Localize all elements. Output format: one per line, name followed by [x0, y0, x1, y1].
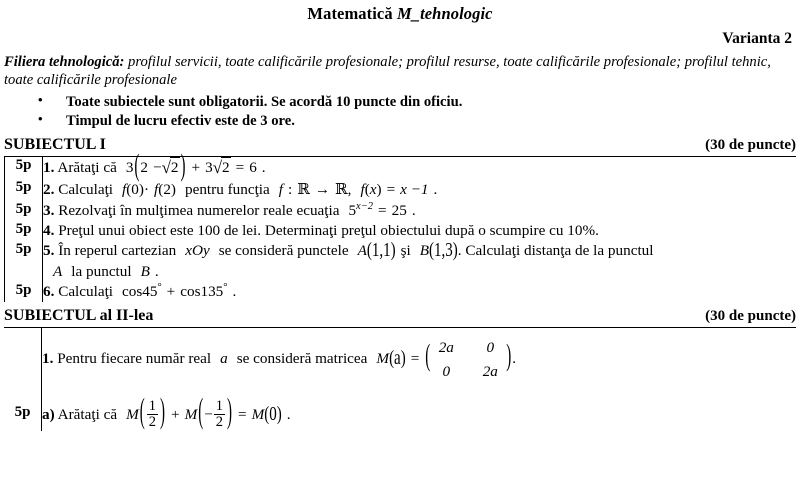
plus-sign: +	[191, 159, 201, 177]
problem-text: pentru funcţia	[184, 181, 270, 199]
table-row	[5, 179, 797, 200]
points-cell	[4, 328, 42, 390]
matrix-row	[431, 360, 505, 384]
point-label: B	[419, 242, 430, 259]
problem-number: 1.	[43, 159, 55, 177]
fraction	[214, 399, 225, 430]
problem-number: 4.	[43, 221, 55, 239]
equals-sign: =	[235, 159, 245, 177]
sqrt-icon: √2	[212, 158, 230, 178]
list-item: • Timpul de lucru efectiv este de 3 ore.	[0, 112, 800, 131]
problem-text: se consideră punctele	[218, 242, 349, 259]
result: 6	[249, 159, 257, 177]
variable: a	[220, 350, 228, 368]
radicand: 2	[221, 157, 231, 178]
section-1-points: (30 de puncte)	[705, 137, 796, 154]
table-row	[5, 157, 797, 179]
problem-text: se consideră matricea	[236, 350, 368, 368]
base: 5	[348, 201, 357, 219]
section-2-header	[4, 307, 796, 325]
problem-text: la punctul	[71, 262, 132, 280]
problem-number: 5.	[43, 242, 55, 259]
section-2-table	[4, 327, 796, 431]
problem-text: În reperul cartezian	[58, 242, 177, 259]
plus-sign: +	[170, 405, 180, 423]
points-cell: 5p	[5, 201, 43, 221]
problem-2: 2. Calculaţi f(0)· f(2) pentru funcţia f : ℝ → ℝ, f(x) = x −1 .	[43, 180, 438, 199]
equals-sign: =	[378, 201, 387, 219]
numerator: 1	[148, 397, 156, 414]
cosine-term: cos45	[122, 283, 158, 301]
table-row	[4, 390, 796, 431]
degree-symbol: °	[223, 282, 228, 294]
sqrt-icon: √2	[161, 158, 179, 178]
period: .	[232, 283, 237, 301]
section-2-points: (30 de puncte)	[705, 308, 796, 325]
matrix-argument: (a)	[389, 348, 406, 370]
coef: 3	[205, 159, 213, 177]
instructions-list	[0, 93, 800, 131]
result: 25	[391, 201, 407, 219]
function-symbol: f	[360, 181, 365, 199]
points-cell: 5p	[5, 282, 43, 302]
matrix-symbol: M	[184, 405, 198, 423]
list-item: • Toate subiectele sunt obligatorii. Se acordă 10 puncte din oficiu.	[0, 93, 800, 112]
denominator: 2	[215, 413, 224, 430]
multiply-dot: ·	[143, 181, 150, 199]
problem-text: Calculaţi	[58, 283, 114, 301]
problem-5	[43, 241, 797, 282]
arrow-icon: →	[314, 181, 331, 199]
problem-5-line2	[43, 262, 796, 282]
function-symbol: f	[278, 181, 283, 199]
section-1-title: SUBIECTUL I	[4, 136, 106, 154]
exam-page	[0, 4, 800, 498]
matrix-cell: 0	[486, 339, 495, 357]
points-cell: 5p	[5, 221, 43, 241]
fraction	[147, 399, 158, 430]
title-subject: Matematică	[307, 4, 393, 23]
period: .	[286, 405, 291, 423]
table-row	[5, 282, 797, 302]
period: .	[433, 181, 438, 199]
plus-sign: +	[166, 283, 176, 301]
table-row	[5, 221, 797, 241]
matrix: ( 2a 0 0 2a )	[424, 336, 512, 383]
period: .	[261, 159, 266, 177]
period: .	[154, 262, 159, 280]
function-symbol: f	[122, 181, 127, 199]
table-row	[4, 328, 796, 390]
minus-sign: −	[153, 159, 162, 177]
variant-label: Varianta 2	[722, 30, 792, 47]
period: .	[411, 201, 416, 219]
points-cell: 5p	[4, 390, 42, 431]
coordinates: (1,1)	[366, 239, 396, 262]
argument: (0)	[126, 181, 144, 199]
coef: 3	[125, 159, 134, 177]
section-2-title: SUBIECTUL al II-lea	[4, 307, 154, 325]
expression: x −1	[400, 181, 429, 199]
matrix-cell: 2a	[482, 362, 498, 380]
table-row	[5, 241, 797, 282]
real-set-symbol: ℝ	[297, 180, 310, 199]
problem-number: 3.	[43, 201, 55, 219]
problem-number: 2.	[43, 181, 55, 199]
argument: (2)	[158, 181, 176, 199]
filiera-text: profilul servicii, toate calificările profesionale; profilul resurse, toate calificările profesionale; profilul tehnic, toate calificările profesionale	[4, 54, 771, 89]
point-label: B	[140, 262, 150, 280]
equals-sign: =	[238, 405, 247, 423]
axes-symbol: xOy	[185, 242, 210, 259]
matrix-argument: (0)	[264, 403, 282, 426]
problem-text: . Calculaţi distanţa de la punctul	[457, 242, 654, 259]
equals-sign: =	[386, 181, 396, 199]
page-title	[0, 4, 800, 24]
problem-number: 6.	[43, 283, 55, 301]
function-symbol: f	[154, 181, 159, 199]
problem-6	[43, 282, 797, 302]
degree-symbol: °	[157, 282, 162, 294]
table-row	[5, 201, 797, 221]
numerator: 1	[215, 397, 224, 414]
variable: x	[369, 181, 377, 199]
problem-text: Rezolvaţi în mulţimea numerelor reale ecuaţia	[58, 201, 340, 219]
cosine-term: cos135	[180, 283, 224, 301]
point-label: A	[53, 262, 63, 280]
problem-3	[43, 201, 797, 221]
points-cell: 5p	[5, 157, 43, 179]
comma: ,	[347, 181, 352, 199]
points-cell: 5p	[5, 179, 43, 200]
minus-sign: −	[204, 405, 213, 423]
colon: :	[287, 181, 293, 199]
problem-text: Preţul unui obiect este 100 de lei. Determinaţi preţul obiectului după o scumpire cu 10%.	[58, 221, 599, 239]
title-code: M_tehnologic	[396, 4, 493, 23]
points-cell: 5p	[5, 241, 43, 282]
filiera-line	[4, 53, 794, 89]
problem-text: Arătaţi că	[57, 159, 117, 177]
section-1-table	[4, 150, 796, 302]
point-label: A	[357, 242, 367, 259]
problem-ii-1a: a) Arătaţi că M( $\frac{1}{2}$ ) + M(− $\frac{1}{2}$ ) = M(0) .	[42, 394, 291, 431]
matrix-symbol: M	[376, 350, 390, 368]
denominator: 2	[148, 413, 156, 430]
matrix-cell: 2a	[438, 339, 454, 357]
radicand: 2	[170, 157, 180, 178]
period: .	[512, 350, 517, 368]
problem-text: Calculaţi	[58, 181, 114, 199]
problem-number: 1.	[42, 350, 54, 368]
operand: 2	[140, 159, 148, 177]
matrix-row	[431, 336, 505, 360]
conjunction: şi	[400, 242, 411, 259]
problem-1: 1. Arătaţi că 3(2 −√2 ) + 3√2 = 6 .	[43, 150, 266, 184]
problem-ii-1	[42, 328, 797, 390]
filiera-prefix: Filiera tehnologică:	[4, 54, 125, 70]
section-1-header	[4, 136, 796, 154]
problem-number: a)	[42, 405, 55, 423]
matrix-cell: 0	[442, 362, 451, 380]
real-set-symbol: ℝ	[335, 180, 348, 199]
matrix-symbol: M	[251, 405, 265, 423]
problem-text: Arătaţi că	[57, 405, 118, 423]
exponent: x−2	[356, 200, 374, 212]
matrix-symbol: M	[126, 405, 139, 423]
coordinates: (1,3)	[429, 239, 458, 262]
equals-sign: =	[410, 350, 420, 368]
problem-text: Pentru fiecare număr real	[57, 350, 212, 368]
problem-4	[43, 221, 797, 241]
